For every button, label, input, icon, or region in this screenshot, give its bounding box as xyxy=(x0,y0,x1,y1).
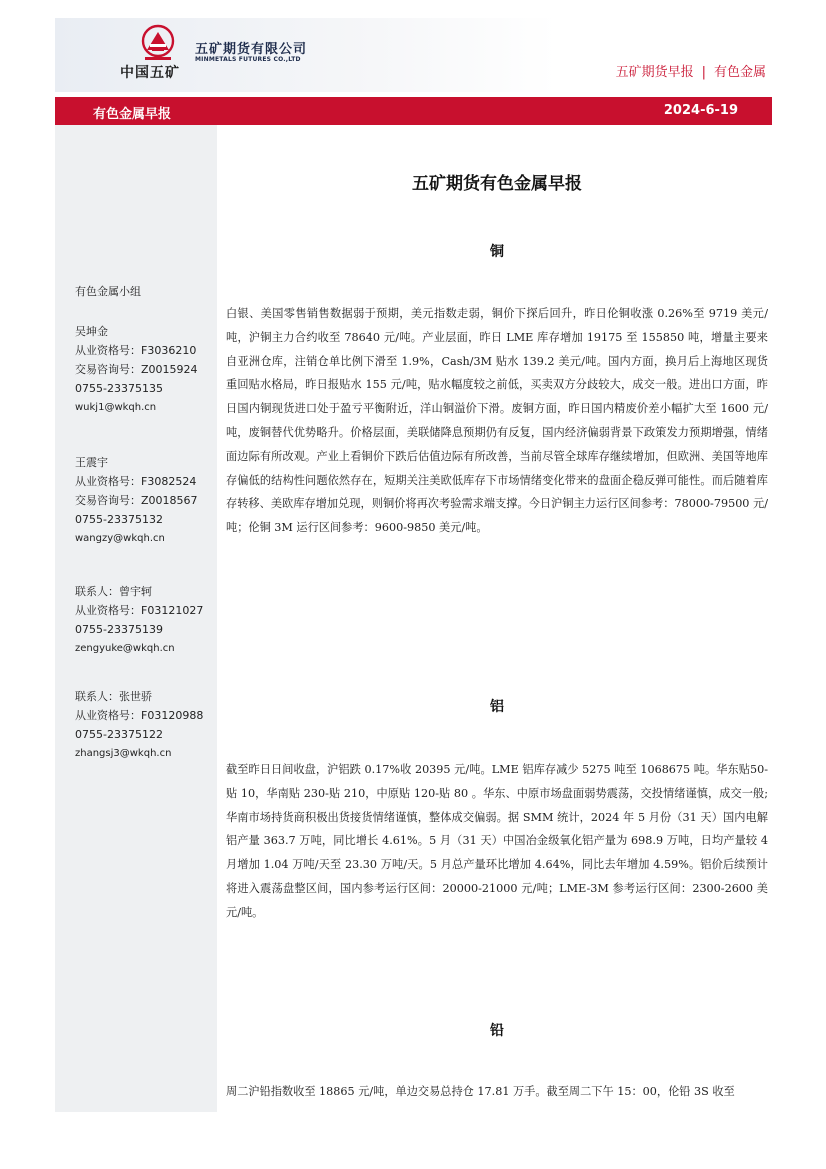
banner-date: 2024-6-19 xyxy=(663,103,738,118)
contact-email: wukj1@wkqh.cn xyxy=(75,402,157,413)
banner-title: 有色金属早报 xyxy=(93,107,172,122)
contact-license: 从业资格号：F3036210 xyxy=(75,344,197,357)
contact-card xyxy=(75,582,203,658)
contact-consult: 交易咨询号：Z0015924 xyxy=(75,363,198,376)
company-name-en: MINMETALS FUTURES CO.,LTD xyxy=(195,56,301,63)
header-nav-separator: | xyxy=(701,65,706,80)
contact-license: 从业资格号：F03121027 xyxy=(75,604,204,617)
contact-consult: 交易咨询号：Z0018567 xyxy=(75,494,198,507)
title-banner xyxy=(55,97,772,125)
contact-email: zengyuke@wkqh.cn xyxy=(75,643,175,654)
contact-email: zhangsj3@wkqh.cn xyxy=(75,748,172,759)
team-name: 有色金属小组 xyxy=(75,285,141,298)
contact-sidebar xyxy=(55,125,217,1112)
page-header xyxy=(55,18,772,92)
minmetals-logo-icon xyxy=(135,24,181,64)
header-nav-report: 五矿期货早报 xyxy=(615,65,694,80)
section-heading-aluminum: 铝 xyxy=(490,699,504,715)
header-nav-category: 有色金属 xyxy=(713,65,766,80)
section-body-copper: 白银、美国零售销售数据弱于预期，美元指数走弱，铜价下探后回升，昨日伦铜收涨 0.26%至 9719 美元/吨，沪铜主力合约收至 78640 元/吨。产业层面，昨日 LME 库存增加 19175 至 155850 吨，增量主要来自亚洲仓库，注销仓单比例下滑至 1.9%，Cash/3M 贴水 139.2 美元/吨。国内方面，换月后上海地区现货重回贴水格局，昨日报贴水 155 元/吨，贴水幅度较之前低，买卖双方分歧较大，成交一般。进出口方面，昨日国内铜现货进口处于盈亏平衡附近，洋山铜溢价下滑。废铜方面，昨日国内精废价差小幅扩大至 1600 元/吨，废铜替代优势略升。价格层面，美联储降息预期仍有反复，国内经济偏弱背景下政策发力预期增强，情绪面边际有所改观。产业上看铜价下跌后估值边际有所改善，当前尽管全球库存继续增加，但欧洲、美国等地库存偏低的结构性问题依然存在，短期关注美欧低库存下市场情绪变化带来的盘面企稳反弹可能性。而后随着库存转移、美欧库存增加兑现，则铜价将再次考验需求端支撑。今日沪铜主力运行区间参考：78000-79500 元/吨；伦铜 3M 运行区间参考：9600-9850 美元/吨。 xyxy=(226,307,768,535)
header-nav xyxy=(616,61,766,80)
company-name-cn: 五矿期货有限公司 xyxy=(195,42,308,57)
logo-text: 中国五矿 xyxy=(120,65,180,81)
contact-email: wangzy@wkqh.cn xyxy=(75,533,165,544)
contact-phone: 0755-23375139 xyxy=(75,623,163,636)
contact-card xyxy=(75,453,198,548)
section-heading-copper: 铜 xyxy=(490,244,504,260)
contact-name: 联系人：张世骄 xyxy=(75,690,152,703)
contact-phone: 0755-23375135 xyxy=(75,382,163,395)
contact-license: 从业资格号：F03120988 xyxy=(75,709,204,722)
contact-name: 吴坤金 xyxy=(75,325,108,338)
contact-phone: 0755-23375132 xyxy=(75,513,163,526)
section-heading-lead: 铅 xyxy=(490,1023,504,1039)
contact-card xyxy=(75,322,198,417)
contact-phone: 0755-23375122 xyxy=(75,728,163,741)
contact-license: 从业资格号：F3082524 xyxy=(75,475,197,488)
contact-name: 联系人：曾宇轲 xyxy=(75,585,152,598)
contact-card xyxy=(75,687,203,763)
report-title: 五矿期货有色金属早报 xyxy=(412,174,582,194)
section-body-lead: 周二沪铅指数收至 18865 元/吨，单边交易总持仓 17.81 万手。截至周二下午 15：00，伦铅 3S 收至 xyxy=(226,1085,735,1098)
contact-name: 王震宇 xyxy=(75,456,108,469)
section-body-aluminum: 截至昨日日间收盘，沪铝跌 0.17%收 20395 元/吨。LME 铝库存减少 5275 吨至 1068675 吨。华东贴50-贴 10，华南贴 230-贴 210，中原贴 120-贴 80 。华东、中原市场盘面弱势震荡，交投情绪谨慎，成交一般;华南市场持货商积极出货接货情绪谨慎，整体成交偏弱。据 SMM 统计，2024 年 5 月份（31 天）国内电解铝产量 363.7 万吨，同比增长 4.61%。5 月（31 天）中国冶金级氧化铝产量为 698.9 万吨，日均产量较 4 月增加 1.04 万吨/天至 23.30 万吨/天。5 月总产量环比增加 4.64%，同比去年增加 4.59%。铝价后续预计将进入震荡盘整区间，国内参考运行区间：20000-21000 元/吨；LME-3M 参考运行区间：2300-2600 美元/吨。 xyxy=(226,763,768,919)
